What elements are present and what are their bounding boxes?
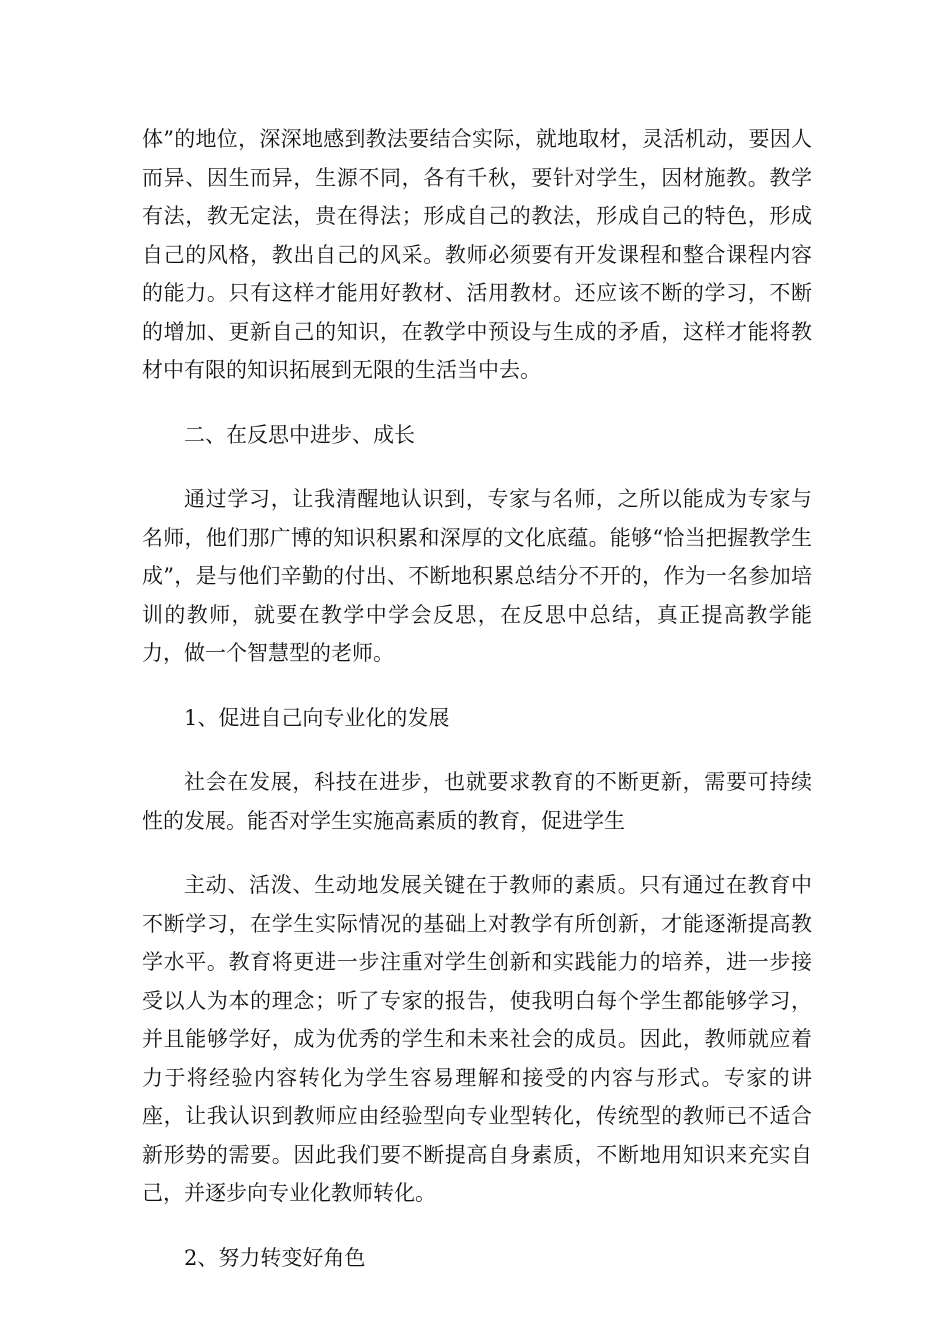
section-heading: 二、在反思中进步、成长 — [184, 422, 415, 447]
subsection-heading: 2、努力转变好角色 — [184, 1245, 366, 1270]
body-paragraph: 社会在发展，科技在进步，也就要求教育的不断更新，需要可持续性的发展。能否对学生实施高素质的教育，促进学生 — [142, 770, 812, 833]
body-paragraph: 通过学习，让我清醒地认识到，专家与名师，之所以能成为专家与名师，他们那广博的知识积累和深厚的文化底蕴。能够“恰当把握教学生成”，是与他们辛勤的付出、不断地积累总结分不开的，作为一名参加培训的教师，就要在教学中学会反思，在反思中总结，真正提高教学能力，做一个智慧型的老师。 — [142, 487, 812, 665]
body-paragraph: 主动、活泼、生动地发展关键在于教师的素质。只有通过在教育中不断学习，在学生实际情况的基础上对教学有所创新，才能逐渐提高教学水平。教育将更进一步注重对学生创新和实践能力的培养，进一步接受以人为本的理念；听了专家的报告，使我明白每个学生都能够学习，并且能够学好，成为优秀的学生和未来社会的成员。因此，教师就应着力于将经验内容转化为学生容易理解和接受的内容与形式。专家的讲座，让我认识到教师应由经验型向专业型转化，传统型的教师已不适合新形势的需要。因此我们要不断提高自身素质，不断地用知识来充实自己，并逐步向专业化教师转化。 — [142, 873, 812, 1205]
document-body — [142, 120, 812, 1303]
body-paragraph: 体”的地位，深深地感到教法要结合实际，就地取材，灵活机动，要因人而异、因生而异，生源不同，各有千秋，要针对学生，因材施教。教学有法，教无定法，贵在得法；形成自己的教法，形成自己的特色，形成自己的风格，教出自己的风采。教师必须要有开发课程和整合课程内容的能力。只有这样才能用好教材、活用教材。还应该不断的学习，不断的增加、更新自己的知识，在教学中预设与生成的矛盾，这样才能将教材中有限的知识拓展到无限的生活当中去。 — [142, 127, 812, 382]
subsection-heading: 1、促进自己向专业化的发展 — [184, 705, 450, 730]
